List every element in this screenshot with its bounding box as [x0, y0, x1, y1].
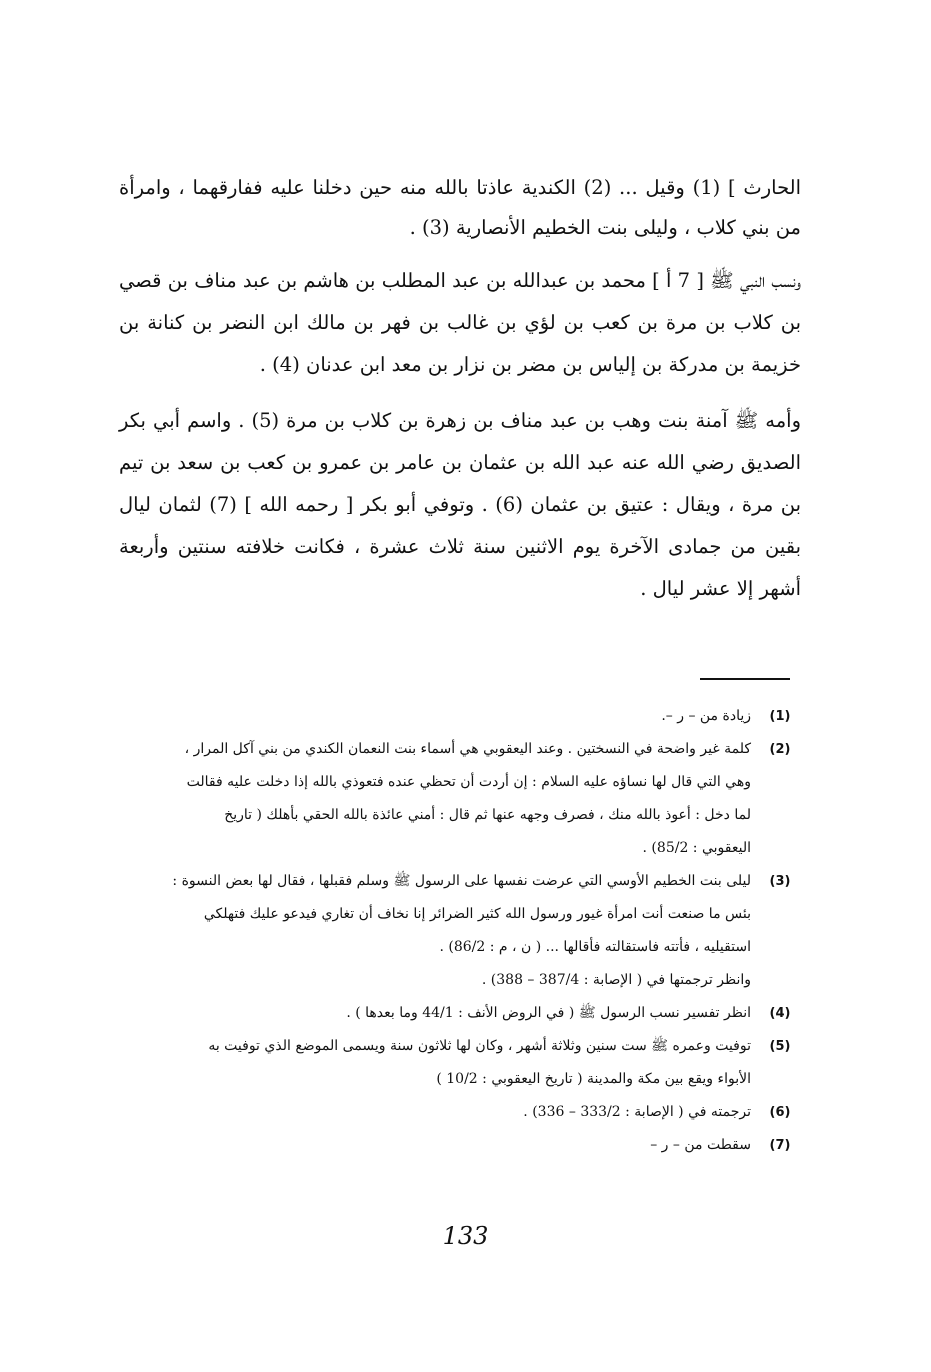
- footnote-number: (1): [769, 709, 791, 724]
- main-text: [119, 168, 801, 624]
- footnote: [113, 1096, 793, 1129]
- footnote-number: (3): [769, 874, 791, 889]
- paragraph: وأمه ﷺ آمنة بنت وهب بن عبد مناف بن زهرة بن كلاب بن مرة (5) . واسم أبي بكر الصديق رضي الله عنه عبد الله بن عثمان بن عامر بن عمرو بن كعب بن سعد بن تيم بن مرة ، ويقال : عتيق بن عثمان (6) . وتوفي أبو بكر [ رحمه الله ] (7) لثمان ليال بقين من جمادى الآخرة يوم الاثنين سنة ثلاث عشرة ، فكانت خلافته سنتين وأربعة أشهر إلا عشر ليال .: [119, 409, 802, 600]
- footnote-line: سقطت من – ر –: [650, 1137, 751, 1153]
- footnote: [113, 865, 793, 997]
- footnote-line: زيادة من – ر –.: [661, 708, 751, 724]
- footnote: [113, 997, 793, 1030]
- footnotes: [113, 700, 793, 1162]
- footnote-line: انظر تفسير نسب الرسول ﷺ ( في الروض الأنف : 44/1 وما بعدها ) .: [346, 1005, 751, 1021]
- footnote-number: (2): [769, 742, 791, 757]
- footnote-line: لما دخل : أعوذ بالله منك ، فصرف وجهه عنها ثم قال : أمني عائذة بالله الحقي بأهلك ( تاريخ: [224, 807, 751, 823]
- footnote-number: (6): [769, 1105, 791, 1120]
- footnote-line: كلمة غير واضحة في النسختين . وعند اليعقوبي هي أسماء بنت النعمان الكندي من بني آكل المرار ،: [184, 741, 751, 757]
- footnote-line: اليعقوبي : 85/2) .: [642, 840, 751, 856]
- footnote-line: الأبواء ويقع بين مكة والمدينة ( تاريخ اليعقوبي : 10/2 ): [436, 1071, 751, 1087]
- footnote-number: (7): [769, 1138, 791, 1153]
- footnote: [113, 733, 793, 865]
- footnote: [113, 1129, 793, 1162]
- paragraph: ونسب النبي ﷺ [ 7 أ ] محمد بن عبدالله بن عبد المطلب بن هاشم بن عبد مناف بن قصي بن كلاب بن مرة بن كعب بن لؤي بن غالب بن فهر بن مالك ابن النضر بن كنانة بن خزيمة بن مدركة بن إلياس بن مضر بن نزار بن معد ابن عدنان (4) .: [119, 269, 801, 376]
- footnote-separator: [700, 678, 790, 680]
- footnote-number: (5): [769, 1039, 791, 1054]
- footnote-line: استقيليه ، فأتته فاستقالته فأقالها ... ( ن ، م : 86/2) .: [439, 939, 751, 955]
- footnote-number: (4): [769, 1006, 791, 1021]
- footnote-line: ليلى بنت الخطيم الأوسي التي عرضت نفسها على الرسول ﷺ وسلم فقبلها ، فقال لها بعض النسوة :: [172, 873, 751, 889]
- page-number: 133: [442, 1222, 489, 1250]
- footnote: [113, 700, 793, 733]
- paragraph: الحارث ] (1) وقيل ... (2) الكندية عاذتا بالله منه حين دخلنا عليه ففارقهما ، وامرأة من بني كلاب ، وليلى بنت الخطيم الأنصارية (3) .: [119, 176, 802, 239]
- footnote: [113, 1030, 793, 1096]
- footnote-line: وهي التي قال لها نساؤه عليه السلام : إن أردت أن تحظي عنده فتعوذي بالله إذا دخلت عليه فقالت: [186, 774, 751, 790]
- footnote-line: وانظر ترجمتها في ( الإصابة : 387/4 – 388) .: [481, 972, 751, 988]
- footnote-line: توفيت وعمره ﷺ ست سنين وثلاثة أشهر ، وكان لها ثلاثون سنة ويسمى الموضع الذي توفيت به: [208, 1038, 751, 1054]
- footnote-line: بئس ما صنعت أنت امرأة غيور ورسول الله كثير الضرائر إنا نخاف أن تغاري فيدعو عليك فتهلكي: [203, 906, 751, 922]
- footnote-line: ترجمته في ( الإصابة : 333/2 – 336) .: [523, 1104, 751, 1120]
